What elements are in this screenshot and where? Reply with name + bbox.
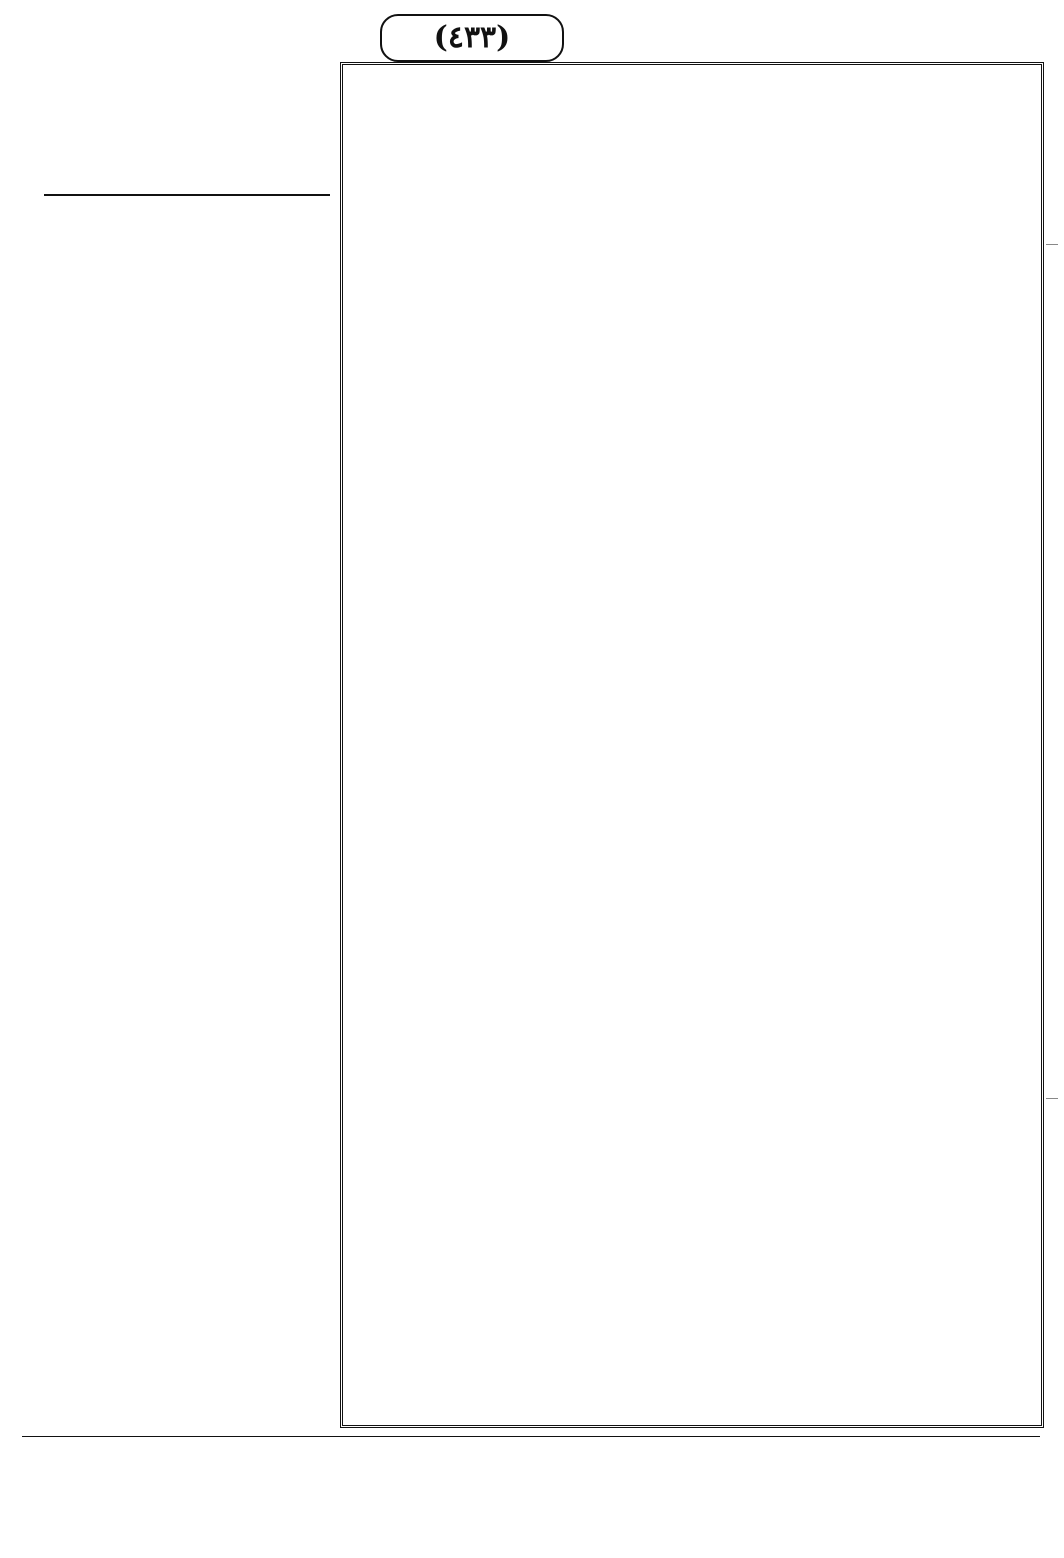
scan-edge-mark xyxy=(1046,244,1058,245)
main-text-line xyxy=(350,643,1034,677)
margin-text-line xyxy=(44,476,330,510)
main-text-line xyxy=(350,878,1034,912)
main-text-line xyxy=(350,274,1034,308)
main-text-line xyxy=(350,1113,1034,1147)
margin-text-line xyxy=(44,711,330,745)
main-text-line xyxy=(350,1382,1034,1416)
margin-text-line xyxy=(44,779,330,813)
main-text-line xyxy=(350,1013,1034,1047)
margin-header-line xyxy=(44,163,330,197)
main-text-line xyxy=(350,945,1034,979)
main-text-line xyxy=(350,1080,1034,1114)
main-text-line xyxy=(350,240,1034,274)
main-text-line xyxy=(350,1147,1034,1181)
main-text-line xyxy=(350,206,1034,240)
main-text-line xyxy=(350,1349,1034,1383)
main-text-line xyxy=(350,710,1034,744)
margin-text-line xyxy=(44,1082,330,1116)
margin-commentary-block xyxy=(44,206,330,1420)
margin-text-line xyxy=(44,1351,330,1385)
main-text-line xyxy=(350,1315,1034,1349)
margin-text-line xyxy=(44,307,330,341)
margin-text-line xyxy=(44,408,330,442)
margin-text-line xyxy=(44,1048,330,1082)
margin-text-line xyxy=(44,981,330,1015)
main-text-line xyxy=(350,509,1034,543)
margin-text-line xyxy=(44,341,330,375)
main-text-line xyxy=(350,610,1034,644)
main-text-line xyxy=(350,811,1034,845)
main-text-line xyxy=(350,442,1034,476)
main-text-line xyxy=(350,1214,1034,1248)
margin-text-line xyxy=(44,240,330,274)
margin-header-line xyxy=(44,129,330,163)
margin-header-line xyxy=(44,96,330,130)
main-text-line xyxy=(350,845,1034,879)
margin-text-line xyxy=(44,745,330,779)
margin-text-line xyxy=(44,1385,330,1419)
main-text-line xyxy=(350,307,1034,341)
main-text-line xyxy=(350,1181,1034,1215)
main-text-line xyxy=(350,475,1034,509)
margin-text-line xyxy=(44,273,330,307)
margin-text-line xyxy=(44,1318,330,1352)
margin-text-line xyxy=(44,1183,330,1217)
main-text-line xyxy=(350,1281,1034,1315)
margin-text-line xyxy=(44,509,330,543)
main-text-line xyxy=(350,72,1034,106)
margin-text-line xyxy=(44,880,330,914)
footer-commentary xyxy=(22,1440,1040,1480)
margin-text-line xyxy=(44,610,330,644)
margin-text-line xyxy=(44,913,330,947)
margin-text-line xyxy=(44,1116,330,1150)
margin-text-line xyxy=(44,846,330,880)
main-text-line xyxy=(350,173,1034,207)
main-text-line xyxy=(350,408,1034,442)
main-text-line xyxy=(350,677,1034,711)
main-text-line xyxy=(350,374,1034,408)
main-text-line xyxy=(350,341,1034,375)
margin-text-line xyxy=(44,812,330,846)
margin-text-line xyxy=(44,1015,330,1049)
margin-divider xyxy=(44,194,330,196)
page-number: (٤٣٣) xyxy=(380,14,564,62)
main-text-line xyxy=(350,777,1034,811)
margin-text-line xyxy=(44,442,330,476)
margin-text-line xyxy=(44,577,330,611)
main-text-line xyxy=(350,979,1034,1013)
main-text-line xyxy=(350,576,1034,610)
margin-text-line xyxy=(44,1217,330,1251)
margin-text-line xyxy=(44,644,330,678)
footer-rule xyxy=(22,1436,1040,1437)
margin-text-line xyxy=(44,374,330,408)
main-text-line xyxy=(350,542,1034,576)
margin-text-line xyxy=(44,1149,330,1183)
main-text-line xyxy=(350,744,1034,778)
margin-header-block xyxy=(44,62,330,186)
margin-text-line xyxy=(44,678,330,712)
main-text-line xyxy=(350,1248,1034,1282)
margin-text-line xyxy=(44,947,330,981)
margin-text-line xyxy=(44,206,330,240)
main-text-line xyxy=(350,139,1034,173)
margin-text-line xyxy=(44,1284,330,1318)
margin-text-line xyxy=(44,1250,330,1284)
main-text-line xyxy=(350,912,1034,946)
margin-text-line xyxy=(44,543,330,577)
scan-edge-mark xyxy=(1046,1098,1058,1099)
main-text-line xyxy=(350,106,1034,140)
main-text-line xyxy=(350,1046,1034,1080)
main-text-block xyxy=(350,72,1034,1418)
margin-header-line xyxy=(44,62,330,96)
